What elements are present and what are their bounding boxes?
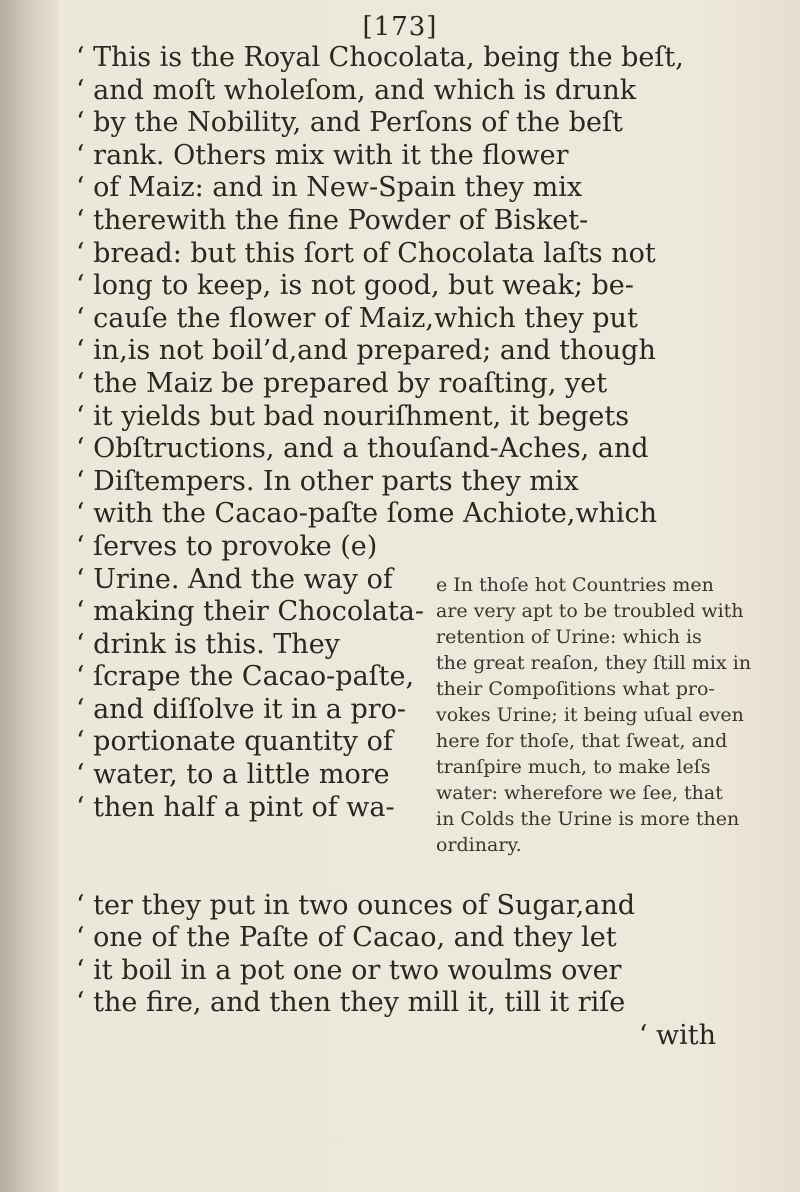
footnote-line: tranſpire much, to make leſs <box>436 755 711 778</box>
text-line: ‘ This is the Royal Chocolata, being the beſt, <box>76 42 684 73</box>
text-line: ‘ bread: but this ſort of Chocolata laſts not <box>76 237 656 269</box>
footnote-line: in Colds the Urine is more then <box>436 807 740 830</box>
text-line: ‘ the Maiz be prepared by roaſting, yet <box>76 367 608 399</box>
text-line: ‘ rank. Others mix with it the flower <box>76 139 569 171</box>
text-line: ‘ by the Nobility, and Perſons of the beſt <box>76 107 623 139</box>
text-line: ‘ then half a pint of wa- <box>76 791 395 823</box>
text-line: ‘ water, to a little more <box>76 759 390 791</box>
text-line: ‘ the fire, and then they mill it, till it riſe <box>76 987 626 1019</box>
text-line: ‘ cauſe the flower of Maiz,which they put <box>76 302 638 334</box>
footnote-line: their Compoſitions what pro- <box>436 677 715 700</box>
text-line: ‘ making their Chocolata- <box>76 596 424 628</box>
text-line: ‘ drink is this. They <box>76 628 340 660</box>
text-line: ‘ portionate quantity of <box>76 726 393 758</box>
footnote-e <box>436 572 796 858</box>
text-line: ‘ of Maiz: and in New-Spain they mix <box>76 172 583 204</box>
footnote-line: ordinary. <box>436 833 522 856</box>
text-line: ‘ it boil in a pot one or two woulms over <box>76 954 622 986</box>
text-line: ‘ it yields but bad nouriſhment, it begets <box>76 400 630 432</box>
text-line: ‘ and moſt wholeſom, and which is drunk <box>76 74 637 106</box>
main-text <box>76 42 776 1052</box>
text-line: ‘ Obſtructions, and a thouſand-Aches, and <box>76 433 649 465</box>
text-line: ‘ one of the Paſte of Cacao, and they let <box>76 922 617 954</box>
text-line: ‘ Diſtempers. In other parts they mix <box>76 465 579 497</box>
footnote-line: are very apt to be troubled with <box>436 599 744 622</box>
footnote-line: here for thoſe, that ſweat, and <box>436 729 728 752</box>
page-gutter <box>0 0 58 1192</box>
text-line: ‘ long to keep, is not good, but weak; be- <box>76 270 634 302</box>
two-column-section <box>76 564 776 890</box>
footnote-line: retention of Urine: which is <box>436 625 702 648</box>
footnote-line: vokes Urine; it being uſual even <box>436 703 744 726</box>
text-line: ‘ ſerves to provoke (e) <box>76 530 378 562</box>
footnote-line: the great reaſon, they ſtill mix in <box>436 651 752 674</box>
text-line: ‘ in,is not boil’d,and prepared; and though <box>76 335 656 367</box>
footnote-line: water: wherefore we ſee, that <box>436 781 723 804</box>
text-line: ‘ and diſſolve it in a pro- <box>76 693 407 725</box>
text-line: ‘ with the Cacao-paſte ſome Achiote,which <box>76 498 658 530</box>
footnote-line: e In thoſe hot Countries men <box>436 573 714 596</box>
text-line: ‘ ter they put in two ounces of Sugar,and <box>76 889 636 921</box>
body-left-column <box>76 563 424 825</box>
catchword: ‘ with <box>638 1019 716 1051</box>
text-line: ‘ therewith the fine Powder of Bisket- <box>76 204 589 236</box>
text-line: ‘ Urine. And the way of <box>76 563 393 595</box>
page-number: [173] <box>362 12 438 42</box>
text-line: ‘ ſcrape the Cacao-paſte, <box>76 661 415 693</box>
